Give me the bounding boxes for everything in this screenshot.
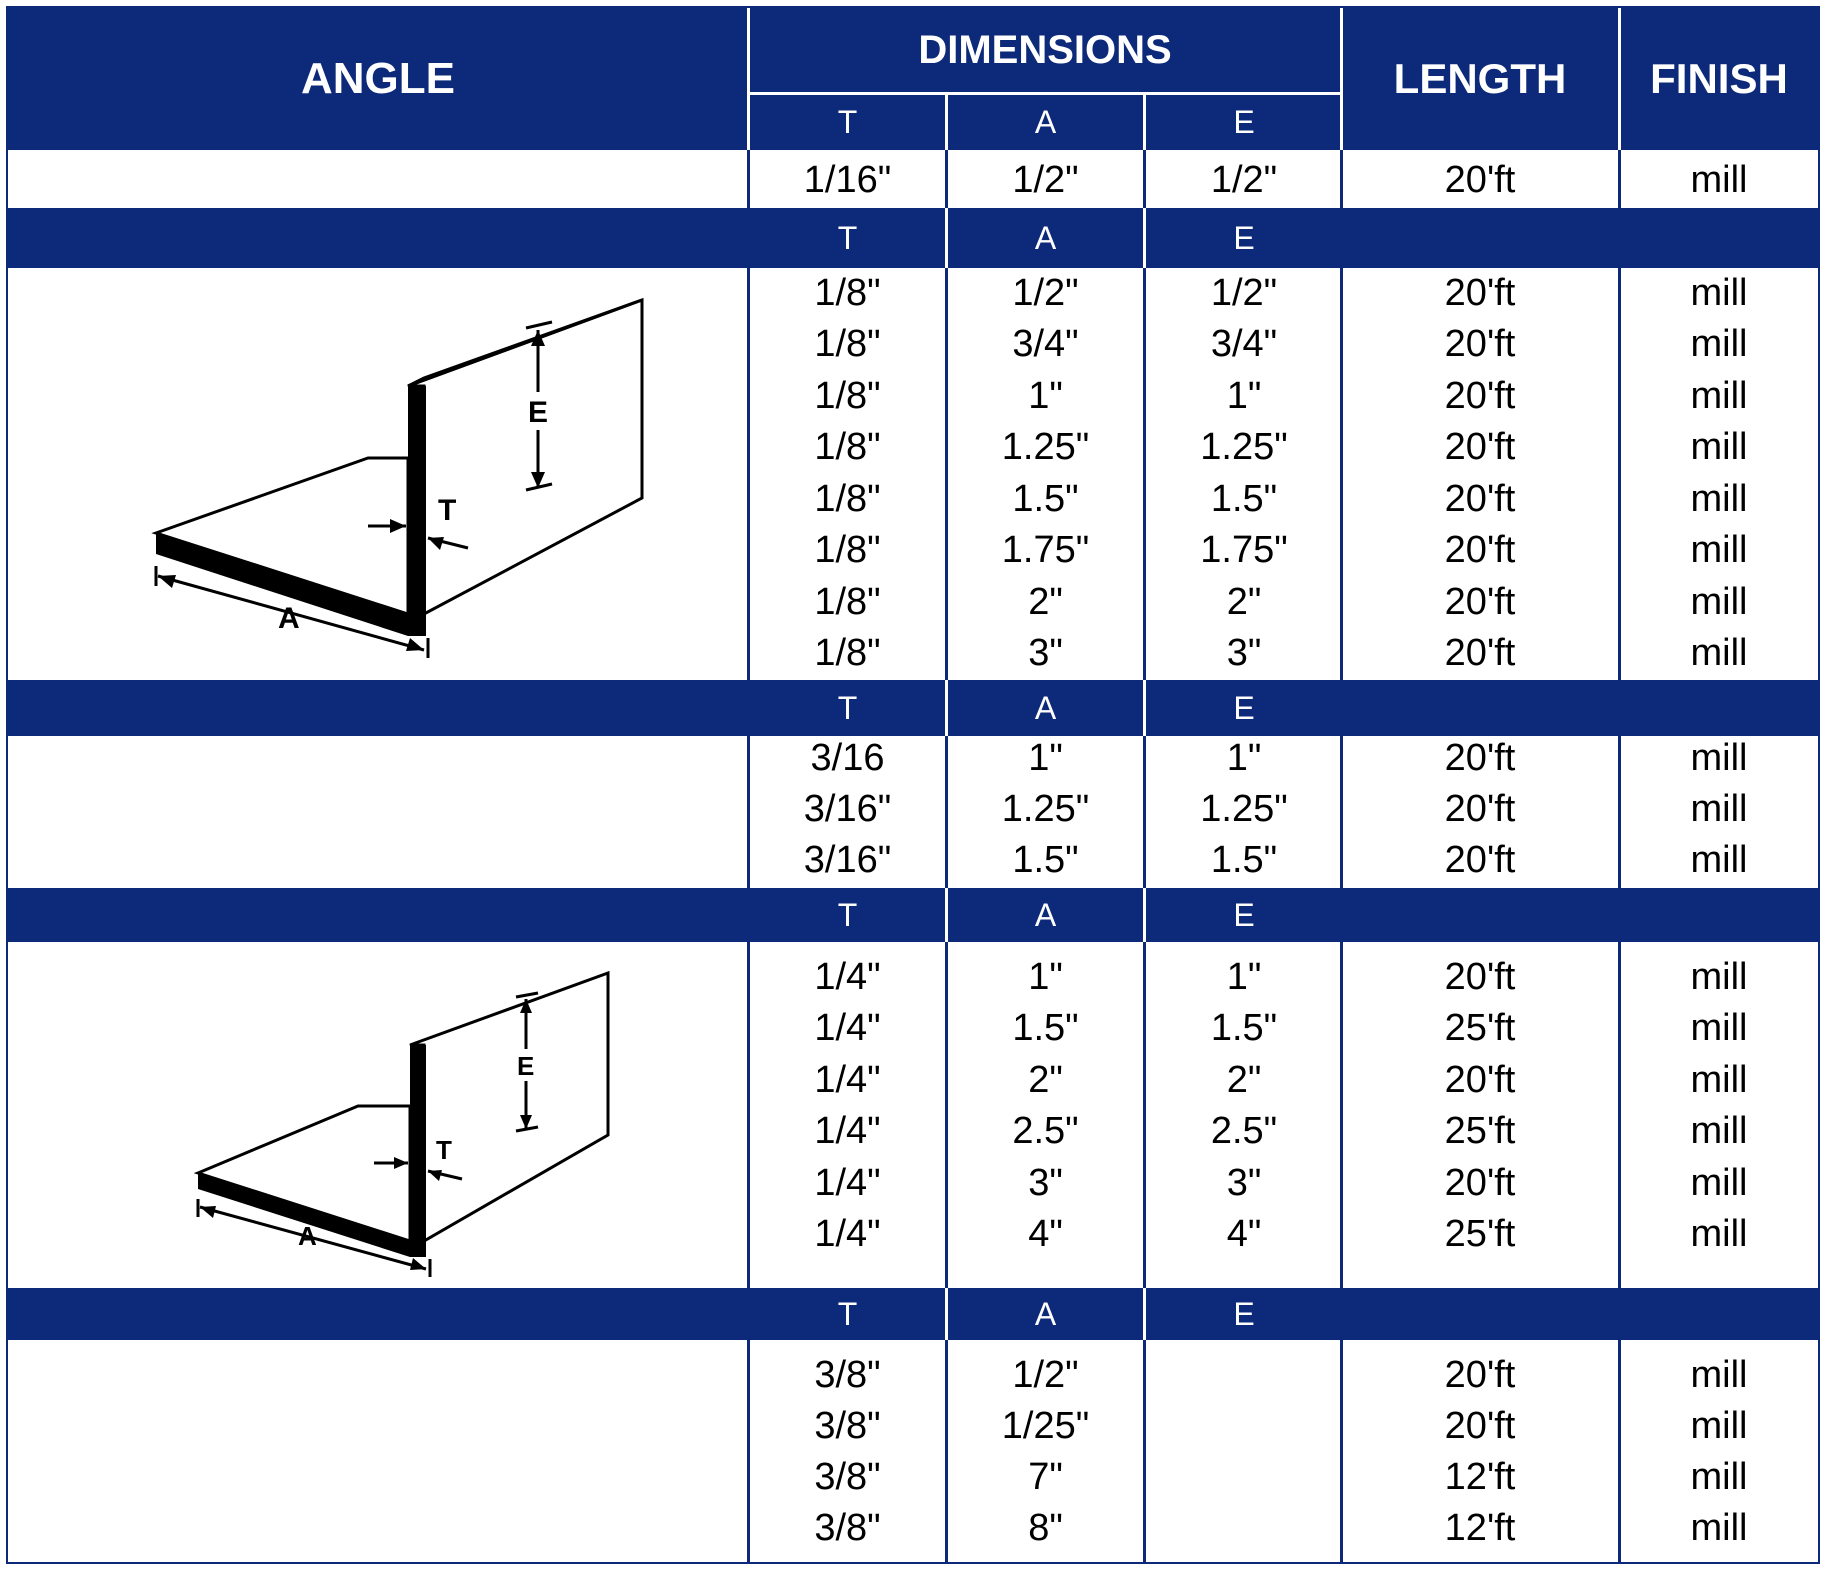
table-cell-finish: mill [1690,1353,1748,1396]
table-cell-finish: mill [1690,1161,1748,1204]
table-cell-e: 4" [1226,1213,1262,1255]
subheader-e: E [1233,219,1255,256]
table-cell-finish: mill [1690,1404,1748,1447]
table-cell-finish: mill [1690,323,1748,365]
table-cell-finish: mill [1690,1455,1748,1498]
table-cell-e: 1" [1226,374,1262,417]
subheader-a: A [1034,219,1057,256]
table-cell-length: 20'ft [1444,323,1516,365]
table-cell-finish: mill [1690,1506,1748,1549]
angle-diagram-small [188,963,628,1283]
table-cell-a: 1" [1028,955,1063,998]
table-cell-length: 20'ft [1444,1404,1516,1447]
subheader-t: T [837,1295,858,1332]
length-header: LENGTH [1393,55,1567,102]
table-cell-a: 1.25" [1001,426,1090,468]
table-cell-a: 4" [1028,1213,1063,1255]
table-cell-a: 3/4" [1012,323,1079,365]
table-cell-t: 1/4" [814,1161,881,1204]
table-cell-finish: mill [1690,1058,1748,1101]
subheader-t: T [837,689,858,726]
table-cell-e: 1.25" [1200,787,1288,830]
table-cell-length: 20'ft [1444,374,1516,417]
row-s1-0-t: 1/16" [803,158,892,201]
table-cell-e: 1.5" [1210,1007,1278,1049]
table-cell-finish: mill [1690,477,1748,520]
table-cell-length: 25'ft [1444,1213,1516,1255]
table-cell-e: 3" [1226,1161,1262,1204]
table-cell-t: 1/4" [814,955,881,998]
table-cell-e: 1" [1226,736,1262,779]
subheader-t: T [837,896,858,933]
angle-spec-table [6,6,1820,1564]
row-s1-0-finish: mill [1690,158,1748,201]
table-cell-finish: mill [1690,955,1748,998]
table-cell-finish: mill [1690,1213,1748,1255]
header-col-a: A [1034,104,1057,140]
table-cell-length: 20'ft [1444,787,1516,830]
table-cell-finish: mill [1690,1110,1748,1152]
subheader-a: A [1034,896,1057,933]
table-cell-a: 1.5" [1012,477,1079,520]
table-cell-a: 1" [1028,374,1063,417]
subheader-e: E [1233,896,1255,933]
table-cell-t: 3/8" [814,1353,881,1396]
table-cell-t: 3/8" [814,1404,881,1447]
table-cell-t: 3/8" [814,1455,881,1498]
table-cell-a: 8" [1028,1506,1063,1549]
table-cell-e: 2" [1226,580,1262,623]
table-cell-a: 7" [1028,1455,1063,1498]
table-cell-t: 1/4" [814,1213,881,1255]
table-cell-t: 1/8" [814,632,881,674]
table-cell-finish: mill [1690,374,1748,417]
label-a: A [298,1221,317,1251]
table-cell-e [1146,1402,1342,1450]
header-col-e: E [1233,104,1255,140]
table-cell-length: 20'ft [1444,1058,1516,1101]
table-cell-e: 1.5" [1210,477,1278,520]
table-cell-length: 20'ft [1444,580,1516,623]
angle-vertical-leg [408,300,642,614]
table-cell-e: 1" [1226,955,1262,998]
table-cell-a: 1.75" [1001,529,1090,571]
table-cell-t: 1/4" [814,1110,881,1152]
table-cell-e: 1.25" [1200,426,1288,468]
table-cell-a: 1.25" [1001,787,1090,830]
table-cell-length: 20'ft [1444,632,1516,674]
table-cell-t: 3/8" [814,1506,881,1549]
table-cell-length: 20'ft [1444,1161,1516,1204]
table-cell-e: 1.5" [1210,838,1278,881]
subheader-t: T [837,219,858,256]
table-cell-a: 2" [1028,580,1063,623]
subheader-a: A [1034,1295,1057,1332]
table-cell-a: 3" [1028,1161,1063,1204]
label-e: E [517,1051,535,1081]
table-cell-t: 3/16" [803,787,892,830]
table-cell-e: 2.5" [1210,1110,1278,1152]
dimensions-header: DIMENSIONS [918,27,1172,72]
table-cell-e: 3/4" [1210,323,1278,365]
table-cell-t: 1/4" [814,1007,881,1049]
table-cell-a: 1" [1028,736,1063,779]
angle-header: ANGLE [301,54,455,103]
row-s1-0-length: 20'ft [1444,158,1516,201]
subheader-e: E [1233,1295,1255,1332]
table-cell-t: 1/8" [814,426,881,468]
table-cell-length: 20'ft [1444,426,1516,468]
table-cell-a: 1/2" [1012,1353,1079,1396]
table-cell-t: 1/8" [814,477,881,520]
table-cell-finish: mill [1690,529,1748,571]
table-cell-t: 1/8" [814,271,881,314]
table-cell-length: 20'ft [1444,529,1516,571]
label-a: A [278,602,300,635]
subheader-e: E [1233,689,1255,726]
finish-header: FINISH [1650,55,1788,102]
table-cell-t: 1/8" [814,323,881,365]
table-cell-e: 2" [1226,1058,1262,1101]
table-cell-e: 3" [1226,632,1262,674]
label-t: T [438,494,457,527]
table-cell-length: 20'ft [1444,1353,1516,1396]
row-s1-0-e: 1/2" [1210,158,1278,201]
table-cell-length: 20'ft [1444,271,1516,314]
table-cell-length: 20'ft [1444,838,1516,881]
table-cell-e [1146,1453,1342,1501]
header-col-t: T [837,104,858,140]
table-cell-a: 1.5" [1012,1007,1079,1049]
table-cell-a: 1/25" [1001,1404,1090,1447]
table-cell-finish: mill [1690,1007,1748,1049]
table-cell-t: 1/4" [814,1058,881,1101]
table-cell-length: 12'ft [1444,1506,1516,1549]
table-cell-finish: mill [1690,580,1748,623]
table-cell-a: 2.5" [1012,1110,1079,1152]
table-cell-t: 1/8" [814,529,881,571]
table-cell-e [1146,1351,1342,1399]
table-cell-length: 25'ft [1444,1007,1516,1049]
table-cell-t: 1/8" [814,374,881,417]
table-cell-a: 1.5" [1012,838,1079,881]
table-cell-e: 1/2" [1210,271,1278,314]
table-cell-a: 3" [1028,632,1063,674]
row-s1-0-a: 1/2" [1012,158,1079,201]
table-cell-e: 1.75" [1200,529,1288,571]
table-cell-length: 20'ft [1444,477,1516,520]
table-cell-length: 20'ft [1444,736,1516,779]
table-cell-length: 12'ft [1444,1455,1516,1498]
label-e: E [528,396,549,429]
table-cell-t: 3/16" [803,838,892,881]
angle-diagram [138,288,678,668]
table-cell-a: 1/2" [1012,271,1079,314]
table-cell-finish: mill [1690,787,1748,830]
table-cell-t: 1/8" [814,580,881,623]
table-cell-finish: mill [1690,271,1748,314]
table-cell-length: 25'ft [1444,1110,1516,1152]
table-cell-finish: mill [1690,736,1748,779]
table-cell-a: 2" [1028,1058,1063,1101]
table-cell-e [1146,1504,1342,1552]
table-cell-finish: mill [1690,426,1748,468]
table-cell-length: 20'ft [1444,955,1516,998]
table-cell-t: 3/16 [810,736,885,779]
table-cell-finish: mill [1690,632,1748,674]
subheader-a: A [1034,689,1057,726]
table-cell-finish: mill [1690,838,1748,881]
label-t: T [436,1135,452,1165]
